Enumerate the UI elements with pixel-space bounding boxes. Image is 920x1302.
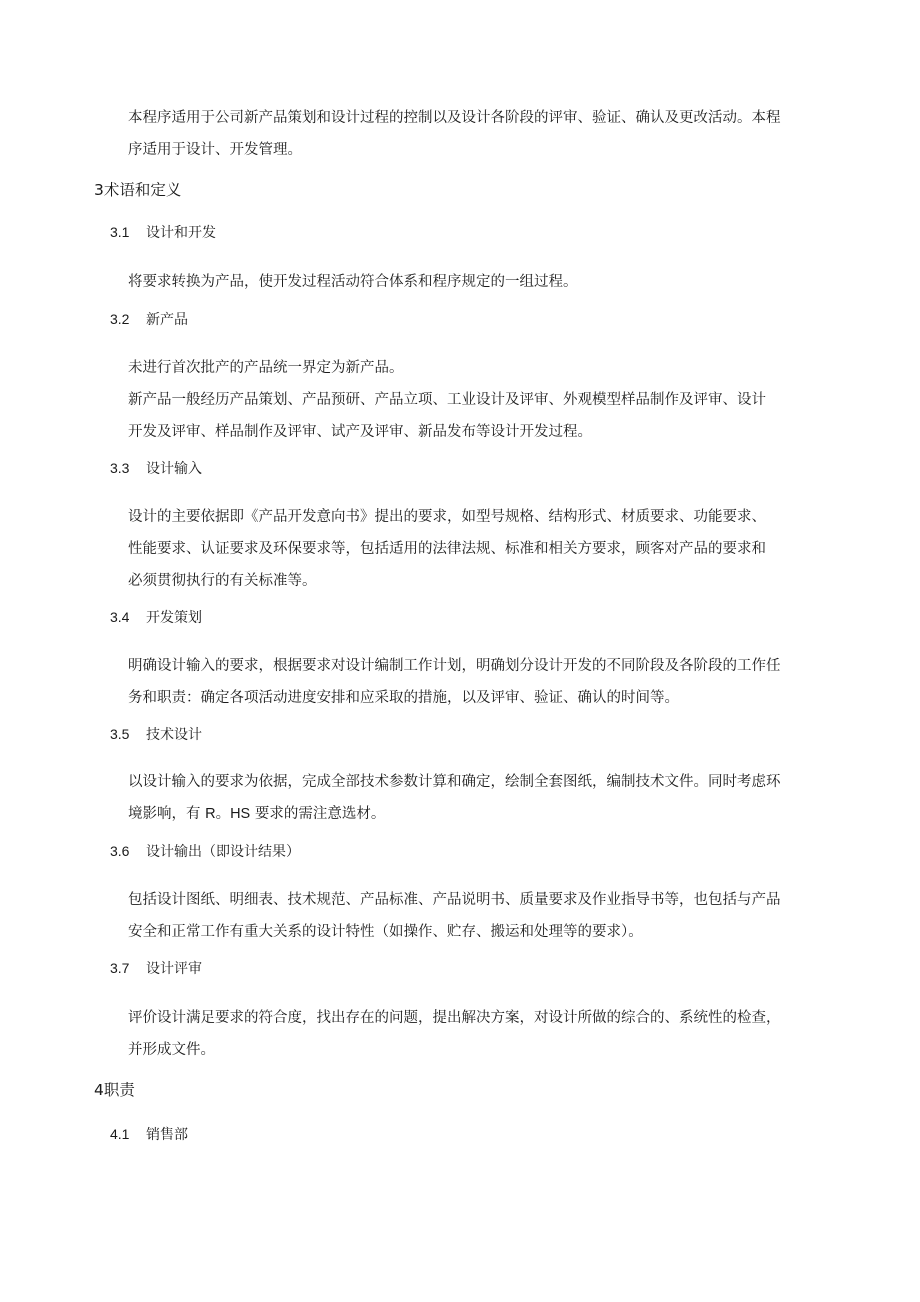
paragraph-3-2-line-3: 开发及评审、样品制作及评审、试产及评审、新品发布等设计开发过程。 — [128, 424, 592, 440]
intro-line-1: 本程序适用于公司新产品策划和设计过程的控制以及设计各阶段的评审、验证、确认及更改活动。本程 — [128, 110, 781, 126]
paragraph-3-6-line-2: 安全和正常工作有重大关系的设计特性（如操作、贮存、搬运和处理等的要求）。 — [128, 924, 643, 940]
subsection-number: 4.1 — [110, 1126, 130, 1142]
paragraph-3-2-line-2: 新产品一般经历产品策划、产品预研、产品立项、工业设计及评审、外观模型样品制作及评审、设计 — [128, 392, 766, 408]
subsection-3-3-heading — [110, 458, 202, 479]
paragraph-3-3-line-3: 必须贯彻执行的有关标准等。 — [128, 573, 317, 589]
paragraph-3-5-line-1: 以设计输入的要求为依据，完成全部技术参数计算和确定，绘制全套图纸，编制技术文件。同时考虑环 — [128, 774, 781, 790]
subsection-3-5-heading — [110, 724, 202, 745]
paragraph-3-3-line-1: 设计的主要依据即《产品开发意向书》提出的要求，如型号规格、结构形式、材质要求、功能要求、 — [128, 509, 766, 525]
subsection-3-4-heading — [110, 607, 202, 628]
paragraph-3-7-line-1: 评价设计满足要求的符合度，找出存在的问题，提出解决方案，对设计所做的综合的、系统性的检查， — [128, 1010, 781, 1026]
subsection-number: 3.3 — [110, 460, 130, 476]
paragraph-3-4-line-2: 务和职责：确定各项活动进度安排和应采取的措施，以及评审、验证、确认的时间等。 — [128, 690, 679, 706]
paragraph-3-4-line-1: 明确设计输入的要求，根据要求对设计编制工作计划，明确划分设计开发的不同阶段及各阶段的工作任 — [128, 658, 781, 674]
subsection-title: 设计输入 — [146, 461, 202, 477]
subsection-title: 设计和开发 — [146, 225, 216, 241]
subsection-3-6-heading — [110, 841, 300, 862]
text-run: 境影响，有 — [128, 806, 206, 822]
section-3-heading: 3术语和定义 — [94, 181, 182, 199]
subsection-title: 开发策划 — [146, 610, 202, 626]
subsection-title: 技术设计 — [146, 727, 202, 743]
subsection-title: 新产品 — [146, 312, 188, 328]
subsection-3-1-heading — [110, 222, 216, 243]
subsection-number: 3.2 — [110, 311, 130, 327]
subsection-title: 设计评审 — [146, 961, 202, 977]
paragraph-3-5-line-2 — [128, 804, 385, 824]
subsection-3-2-heading — [110, 309, 188, 330]
paragraph-3-3-line-2: 性能要求、认证要求及环保要求等，包括适用的法律法规、标准和相关方要求，顾客对产品的要求和 — [128, 541, 766, 557]
intro-line-2: 序适用于设计、开发管理。 — [128, 142, 302, 158]
subsection-number: 3.1 — [110, 224, 130, 240]
subsection-4-1-heading — [110, 1124, 188, 1145]
section-4-heading: 4职责 — [94, 1081, 135, 1099]
subsection-number: 3.6 — [110, 843, 130, 859]
subsection-number: 3.7 — [110, 960, 130, 976]
subsection-title: 销售部 — [146, 1127, 188, 1143]
subsection-3-7-heading — [110, 958, 202, 979]
subsection-title: 设计输出（即设计结果） — [146, 844, 300, 860]
rohs-term: R。HS — [205, 806, 251, 822]
subsection-number: 3.5 — [110, 726, 130, 742]
subsection-number: 3.4 — [110, 609, 130, 625]
paragraph-3-2-line-1: 未进行首次批产的产品统一界定为新产品。 — [128, 360, 404, 376]
paragraph-3-7-line-2: 并形成文件。 — [128, 1042, 215, 1058]
paragraph-3-6-line-1: 包括设计图纸、明细表、技术规范、产品标准、产品说明书、质量要求及作业指导书等，也包括与产品 — [128, 892, 781, 908]
paragraph-3-1: 将要求转换为产品，使开发过程活动符合体系和程序规定的一组过程。 — [128, 274, 578, 290]
text-run: 要求的需注意选材。 — [250, 806, 386, 822]
